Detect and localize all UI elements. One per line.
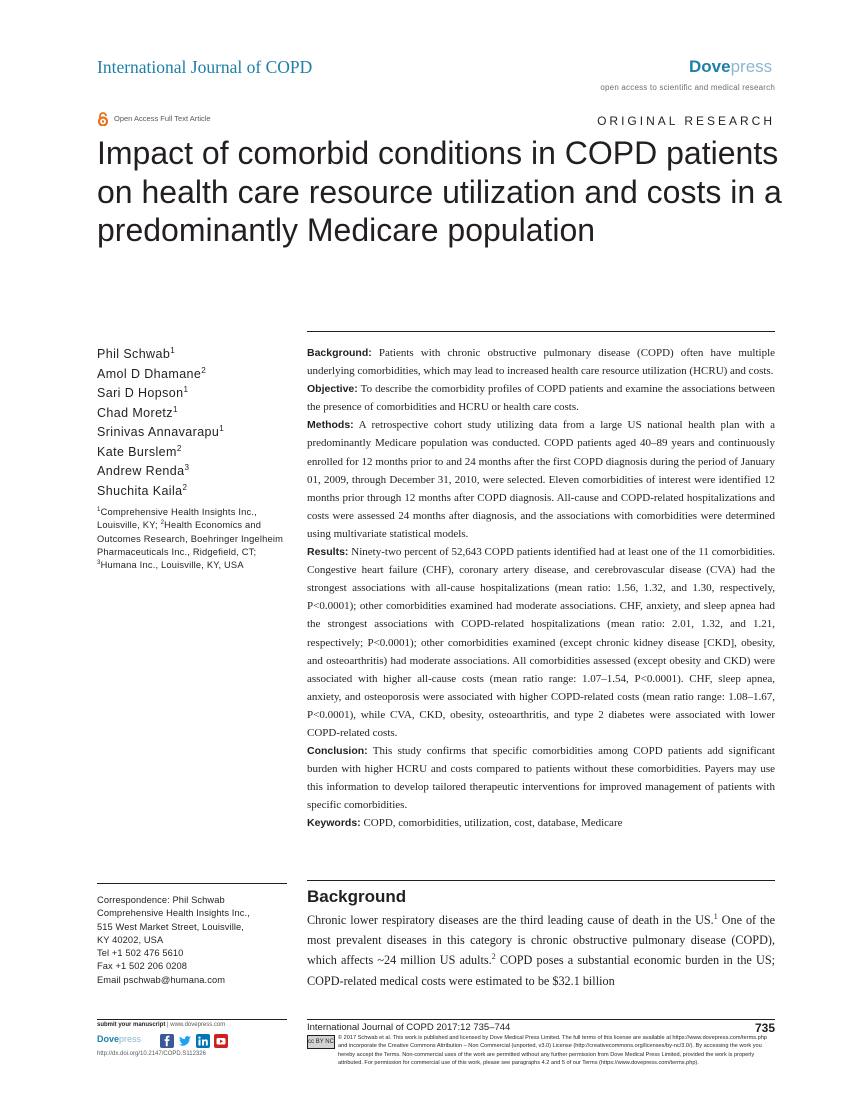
- correspondence: Correspondence: Phil Schwab Comprehensive Health Insights Inc., 515 West Market Street, Louisville, KY 40202, USA Tel +1 502 476 5610 Fax +1 502 206 0208 Email pschwab@humana.com: [97, 894, 297, 987]
- author: Chad Moretz$^1$: [97, 404, 178, 420]
- author: Amol D Dhamane$^2$: [97, 365, 207, 381]
- author: Kate Burslem$^2$: [97, 443, 182, 459]
- brand-part2: press: [730, 57, 773, 76]
- divider: [307, 331, 775, 332]
- open-access-lock-icon: [97, 112, 109, 126]
- social-links: [160, 1032, 232, 1050]
- linkedin-icon[interactable]: [196, 1034, 210, 1048]
- author: Shuchita Kaila$^2$: [97, 482, 188, 498]
- reference-link[interactable]: 1: [713, 911, 718, 921]
- youtube-icon[interactable]: [214, 1034, 228, 1048]
- abstract-methods: Methods: A retrospective cohort study utilizing data from a large US national health plan with a predominantly Medicare population was conducted. COPD patients aged 40–89 years and continuously enrolled for 12 months prior to and 24 months after the first COPD diagnosis during the period of January 01, 2009, through December 31, 2010, were selected. Eleven comorbidities of interest were identified 12 months prior through 12 months after COPD diagnosis. All-cause and COPD-related hospitalizations and costs were assessed 24 months after diagnosis, and the associations with comorbidities were determined using multivariate statistical models.: [307, 419, 775, 540]
- license-text: © 2017 Schwab et al. This work is published and licensed by Dove Medical Press Limited. The full terms of this license are available at https://www.dovepress.com/terms.php and incorporate the Creative Commons Attribution – Non Commercial (unported, v3.0) License (http://creativecommons.org/licenses/by-nc/3.0/). By accessing the work you hereby accept the Terms. Non-commercial uses of the work are permitted without any further permission from Dove Medical Press Limited, provided the work is properly attributed. For permission for commercial use of this work, please see paragraphs 4.2 and 5 of our Terms (https://www.dovepress.com/terms.php).: [338, 1035, 767, 1066]
- doi-link[interactable]: http://dx.doi.org/10.2147/COPD.S112326: [97, 1051, 206, 1057]
- divider: [97, 883, 287, 884]
- divider: [307, 880, 775, 881]
- section-heading: Background: [307, 887, 407, 906]
- open-access-label: Open Access Full Text Article: [114, 114, 211, 123]
- page-number: 735: [754, 1021, 775, 1035]
- brand-part1: Dove: [689, 57, 731, 76]
- article-title: Impact of comorbid conditions in COPD patients on health care resource utilization and costs in a predominantly Medicare population: [97, 135, 782, 248]
- body-paragraph: Chronic lower respiratory diseases are the third leading cause of death in the US.$^1$ One of the most prevalent diseases in this category is chronic obstructive pulmonary disease (COPD), which affects ~24 million US adults.$^2$ COPD poses a substantial economic burden in the US; COPD-related medical costs were estimated to be $32.1 billion: [307, 911, 775, 988]
- submit-manuscript-link[interactable]: submit your manuscript | www.dovepress.com: [97, 1022, 226, 1028]
- author: Andrew Renda$^3$: [97, 462, 190, 478]
- reference-link[interactable]: 2: [491, 952, 496, 962]
- twitter-icon[interactable]: [178, 1034, 192, 1048]
- article-type: ORIGINAL RESEARCH: [597, 114, 775, 128]
- author: Srinivas Annavarapu$^1$: [97, 423, 225, 439]
- abstract-keywords: Keywords: COPD, comorbidities, utilization, cost, database, Medicare: [307, 817, 623, 830]
- author: Phil Schwab$^1$: [97, 345, 176, 361]
- author: Sari D Hopson$^1$: [97, 384, 189, 400]
- creative-commons-icon[interactable]: cc BY NC: [307, 1035, 335, 1049]
- author-list: [97, 345, 287, 501]
- abstract-conclusion: Conclusion: This study confirms that specific comorbidities among COPD patients add significant burden with higher HCRU and costs compared to patients without these comorbidities. Payers may use this information to develop tailored therapeutic interventions for improved management of patients with specific comorbidities.: [307, 745, 775, 812]
- dovepress-logo[interactable]: [689, 57, 772, 77]
- divider: [307, 1019, 775, 1020]
- abstract: [307, 344, 775, 833]
- journal-name: International Journal of COPD: [97, 57, 313, 77]
- abstract-background: Background: Patients with chronic obstructive pulmonary disease (COPD) often have multiple underlying comorbidities, which may lead to increased health care resource utilization (HCRU) and costs.: [307, 347, 776, 378]
- abstract-results: Results: Ninety-two percent of 52,643 COPD patients identified had at least one of the 11 comorbidities. Congestive heart failure (CHF), coronary artery disease, and cerebrovascular disease (CVA) had the strongest associations with all-cause hospitalizations (mean ratio: 1.56, 1.32, and 1.30, respectively, P<0.0001); other comorbidities examined had moderate associations. CHF, anxiety, and sleep apnea had the strongest associations with COPD-related hospitalizations (mean ratio: 2.01, 1.32, and 1.21, respectively; P<0.0001); other comorbidities examined (except chronic kidney disease [CKD], obesity, and osteoarthritis) had moderate associations. All comorbidities assessed (except obesity and CKD) were associated with higher all-cause costs (mean ratio range: 1.07–1.54, P<0.0001). CHF, sleep apnea, anxiety, and osteoporosis were associated with higher COPD-related costs (mean ratio range: 1.08–1.67, P<0.0001), while CVA, CKD, obesity, osteoarthritis, and type 2 diabetes were associated with lower COPD-related costs.: [307, 546, 776, 739]
- footer-dovepress-logo[interactable]: Dovepress: [97, 1034, 142, 1044]
- abstract-objective: Objective: To describe the comorbidity profiles of COPD patients and examine the associations between the presence of comorbidities and HCRU or health care costs.: [307, 383, 775, 414]
- affiliations: $^1$Comprehensive Health Insights Inc., Louisville, KY; $^2$Health Economics and Outcomes Research, Boehringer Ingelheim Pharmaceuticals Inc., Ridgefield, CT; $^3$Humana Inc., Louisville, KY, USA: [97, 506, 284, 571]
- email-link[interactable]: Email pschwab@humana.com: [97, 974, 226, 985]
- brand-tagline: open access to scientific and medical research: [600, 83, 775, 92]
- facebook-icon[interactable]: [160, 1034, 174, 1048]
- divider: [97, 1019, 287, 1020]
- citation: International Journal of COPD 2017:12 735–744: [307, 1022, 511, 1033]
